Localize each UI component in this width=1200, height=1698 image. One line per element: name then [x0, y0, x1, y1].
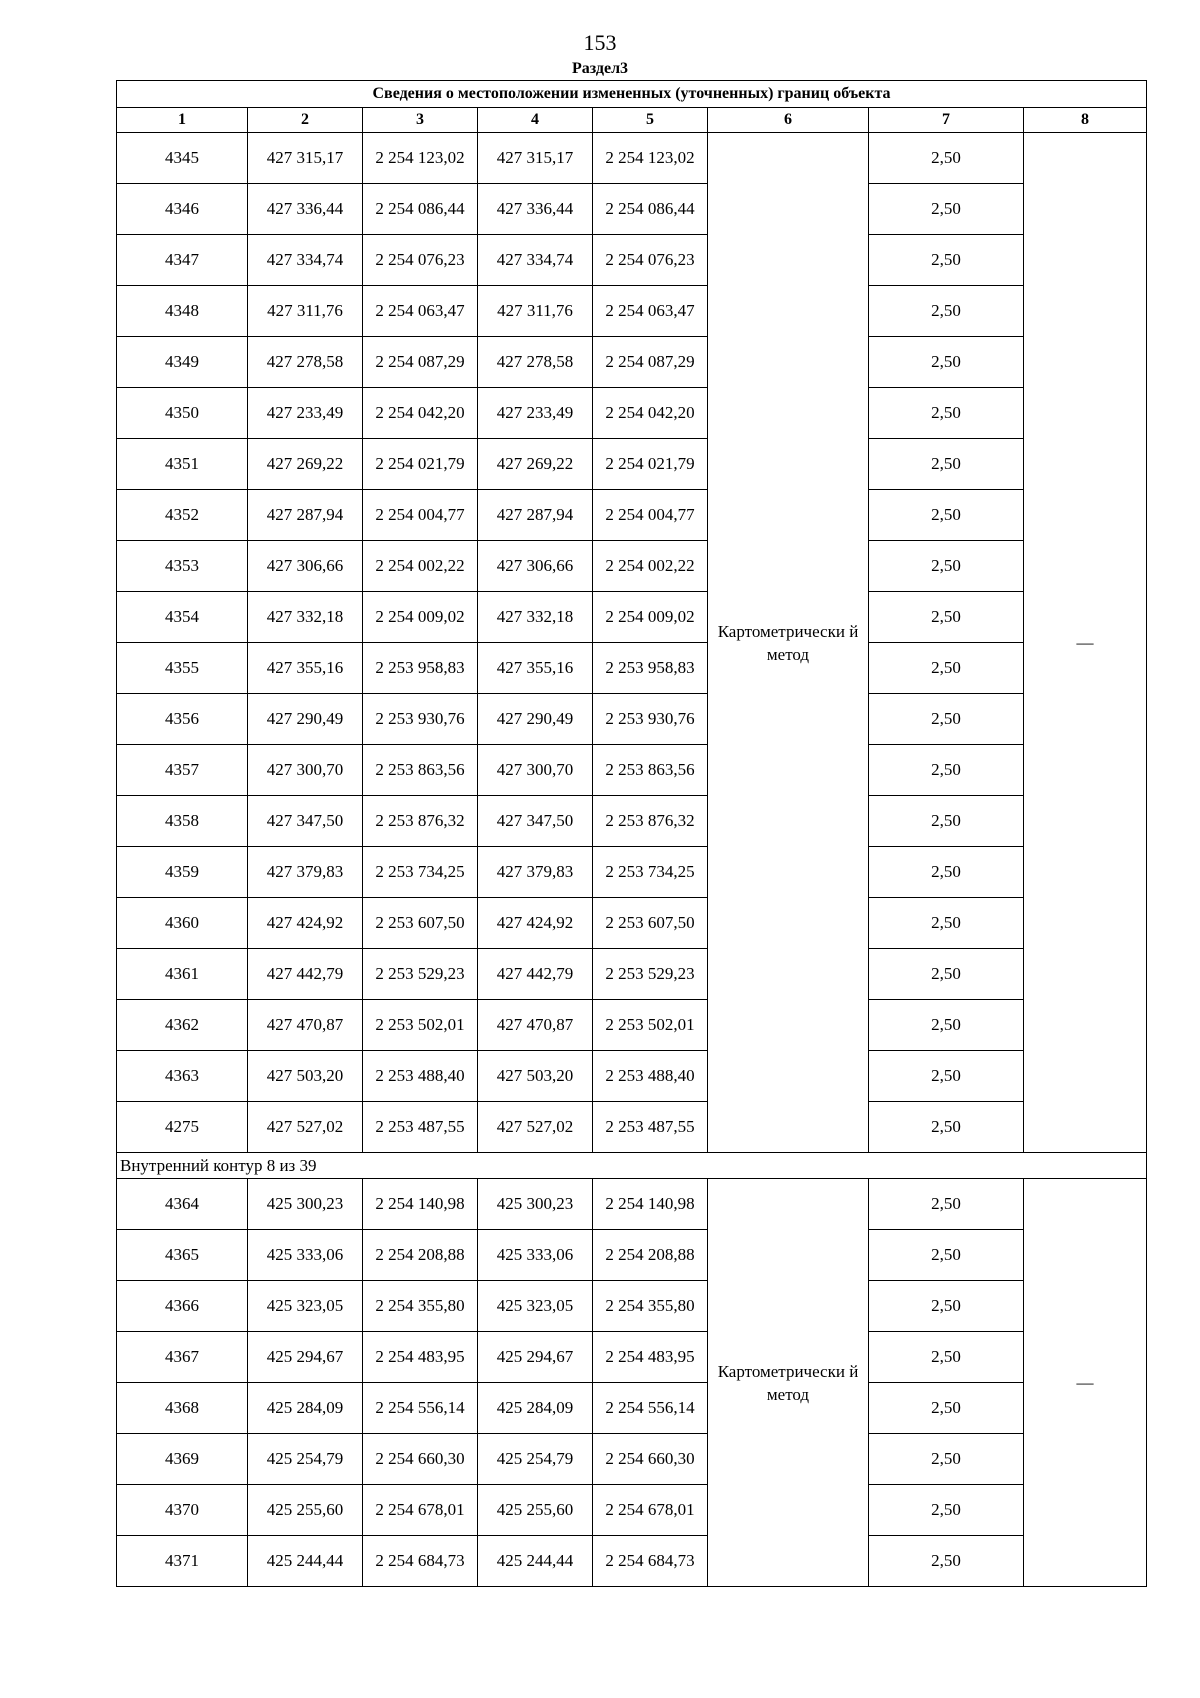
x-coordinate-new: 427 334,74 — [478, 235, 593, 286]
table-row — [117, 949, 1147, 1000]
x-coordinate-new: 427 347,50 — [478, 796, 593, 847]
table-row — [117, 1051, 1147, 1102]
table-body — [117, 81, 1147, 1587]
table-row — [117, 1485, 1147, 1536]
y-coordinate-new: 2 254 556,14 — [593, 1383, 708, 1434]
point-number: 4359 — [117, 847, 248, 898]
x-coordinate: 427 290,49 — [248, 694, 363, 745]
x-coordinate-new: 427 233,49 — [478, 388, 593, 439]
x-coordinate-new: 425 284,09 — [478, 1383, 593, 1434]
x-coordinate: 427 306,66 — [248, 541, 363, 592]
x-coordinate: 427 311,76 — [248, 286, 363, 337]
point-number: 4365 — [117, 1230, 248, 1281]
y-coordinate-new: 2 254 087,29 — [593, 337, 708, 388]
x-coordinate: 427 269,22 — [248, 439, 363, 490]
accuracy-value: 2,50 — [869, 1485, 1024, 1536]
accuracy-value: 2,50 — [869, 388, 1024, 439]
column-number: 7 — [869, 108, 1024, 133]
point-number: 4356 — [117, 694, 248, 745]
y-coordinate: 2 254 076,23 — [363, 235, 478, 286]
coordinates-table — [116, 80, 1147, 1587]
page-number: 153 — [583, 30, 617, 55]
x-coordinate: 425 294,67 — [248, 1332, 363, 1383]
point-number: 4353 — [117, 541, 248, 592]
point-number: 4368 — [117, 1383, 248, 1434]
table-row — [117, 1434, 1147, 1485]
x-coordinate: 427 287,94 — [248, 490, 363, 541]
point-number: 4358 — [117, 796, 248, 847]
y-coordinate: 2 253 734,25 — [363, 847, 478, 898]
point-number: 4367 — [117, 1332, 248, 1383]
accuracy-value: 2,50 — [869, 184, 1024, 235]
column-number-row — [117, 108, 1147, 133]
contour-label-row — [117, 1153, 1147, 1179]
y-coordinate-new: 2 253 607,50 — [593, 898, 708, 949]
y-coordinate-new: 2 253 529,23 — [593, 949, 708, 1000]
y-coordinate-new: 2 254 004,77 — [593, 490, 708, 541]
accuracy-value: 2,50 — [869, 847, 1024, 898]
accuracy-value: 2,50 — [869, 745, 1024, 796]
point-number: 4355 — [117, 643, 248, 694]
accuracy-value: 2,50 — [869, 592, 1024, 643]
point-number: 4362 — [117, 1000, 248, 1051]
x-coordinate-new: 427 269,22 — [478, 439, 593, 490]
y-coordinate: 2 254 086,44 — [363, 184, 478, 235]
y-coordinate: 2 254 042,20 — [363, 388, 478, 439]
point-number: 4351 — [117, 439, 248, 490]
point-number: 4345 — [117, 133, 248, 184]
x-coordinate: 427 332,18 — [248, 592, 363, 643]
x-coordinate: 425 254,79 — [248, 1434, 363, 1485]
y-coordinate: 2 254 063,47 — [363, 286, 478, 337]
x-coordinate-new: 427 527,02 — [478, 1102, 593, 1153]
x-coordinate-new: 427 290,49 — [478, 694, 593, 745]
point-number: 4370 — [117, 1485, 248, 1536]
point-number: 4366 — [117, 1281, 248, 1332]
y-coordinate: 2 253 529,23 — [363, 949, 478, 1000]
column-number: 8 — [1024, 108, 1147, 133]
column-number: 6 — [708, 108, 869, 133]
y-coordinate-new: 2 253 863,56 — [593, 745, 708, 796]
x-coordinate-new: 427 355,16 — [478, 643, 593, 694]
accuracy-value: 2,50 — [869, 1281, 1024, 1332]
y-coordinate-new: 2 254 355,80 — [593, 1281, 708, 1332]
table-row — [117, 694, 1147, 745]
x-coordinate: 425 255,60 — [248, 1485, 363, 1536]
x-coordinate-new: 425 333,06 — [478, 1230, 593, 1281]
accuracy-value: 2,50 — [869, 541, 1024, 592]
y-coordinate: 2 253 488,40 — [363, 1051, 478, 1102]
y-coordinate: 2 254 140,98 — [363, 1179, 478, 1230]
x-coordinate: 427 503,20 — [248, 1051, 363, 1102]
accuracy-value: 2,50 — [869, 1051, 1024, 1102]
accuracy-value: 2,50 — [869, 796, 1024, 847]
point-number: 4363 — [117, 1051, 248, 1102]
table-row — [117, 1383, 1147, 1434]
x-coordinate-new: 427 300,70 — [478, 745, 593, 796]
table-row — [117, 745, 1147, 796]
table-row — [117, 490, 1147, 541]
x-coordinate-new: 427 336,44 — [478, 184, 593, 235]
x-coordinate-new: 425 254,79 — [478, 1434, 593, 1485]
x-coordinate-new: 425 255,60 — [478, 1485, 593, 1536]
column-number: 2 — [248, 108, 363, 133]
accuracy-value: 2,50 — [869, 1434, 1024, 1485]
table-row — [117, 592, 1147, 643]
y-coordinate-new: 2 254 009,02 — [593, 592, 708, 643]
column-number: 3 — [363, 108, 478, 133]
point-number: 4349 — [117, 337, 248, 388]
table-row — [117, 1536, 1147, 1587]
point-number: 4371 — [117, 1536, 248, 1587]
accuracy-value: 2,50 — [869, 898, 1024, 949]
y-coordinate: 2 254 355,80 — [363, 1281, 478, 1332]
y-coordinate: 2 253 863,56 — [363, 745, 478, 796]
point-number: 4364 — [117, 1179, 248, 1230]
x-coordinate: 427 278,58 — [248, 337, 363, 388]
x-coordinate-new: 427 503,20 — [478, 1051, 593, 1102]
accuracy-value: 2,50 — [869, 1102, 1024, 1153]
y-coordinate: 2 254 208,88 — [363, 1230, 478, 1281]
column-number: 4 — [478, 108, 593, 133]
point-number: 4348 — [117, 286, 248, 337]
x-coordinate: 427 315,17 — [248, 133, 363, 184]
table-row — [117, 847, 1147, 898]
table-row — [117, 541, 1147, 592]
section-title: Раздел3 — [571, 60, 629, 77]
accuracy-value: 2,50 — [869, 490, 1024, 541]
y-coordinate: 2 253 958,83 — [363, 643, 478, 694]
point-number: 4346 — [117, 184, 248, 235]
table-caption: Сведения о местоположении измененных (уточненных) границ объекта — [117, 81, 1147, 108]
y-coordinate: 2 254 660,30 — [363, 1434, 478, 1485]
y-coordinate: 2 254 483,95 — [363, 1332, 478, 1383]
y-coordinate-new: 2 254 021,79 — [593, 439, 708, 490]
x-coordinate-new: 425 244,44 — [478, 1536, 593, 1587]
column-number: 5 — [593, 108, 708, 133]
table-row — [117, 337, 1147, 388]
accuracy-value: 2,50 — [869, 1000, 1024, 1051]
y-coordinate: 2 254 004,77 — [363, 490, 478, 541]
y-coordinate: 2 253 607,50 — [363, 898, 478, 949]
y-coordinate-new: 2 253 487,55 — [593, 1102, 708, 1153]
y-coordinate: 2 254 684,73 — [363, 1536, 478, 1587]
y-coordinate-new: 2 254 140,98 — [593, 1179, 708, 1230]
method-cell: Картометрически й метод — [708, 133, 869, 1153]
y-coordinate-new: 2 253 930,76 — [593, 694, 708, 745]
table-row — [117, 184, 1147, 235]
y-coordinate-new: 2 254 208,88 — [593, 1230, 708, 1281]
x-coordinate: 425 244,44 — [248, 1536, 363, 1587]
x-coordinate: 427 347,50 — [248, 796, 363, 847]
y-coordinate: 2 254 021,79 — [363, 439, 478, 490]
table-row — [117, 1102, 1147, 1153]
y-coordinate: 2 254 678,01 — [363, 1485, 478, 1536]
x-coordinate: 425 300,23 — [248, 1179, 363, 1230]
x-coordinate: 427 355,16 — [248, 643, 363, 694]
y-coordinate-new: 2 253 958,83 — [593, 643, 708, 694]
column-number: 1 — [117, 108, 248, 133]
y-coordinate-new: 2 253 876,32 — [593, 796, 708, 847]
table-row — [117, 286, 1147, 337]
x-coordinate: 427 379,83 — [248, 847, 363, 898]
y-coordinate-new: 2 254 123,02 — [593, 133, 708, 184]
x-coordinate-new: 427 311,76 — [478, 286, 593, 337]
x-coordinate: 425 333,06 — [248, 1230, 363, 1281]
x-coordinate: 427 470,87 — [248, 1000, 363, 1051]
x-coordinate-new: 427 379,83 — [478, 847, 593, 898]
y-coordinate-new: 2 254 063,47 — [593, 286, 708, 337]
point-number: 4369 — [117, 1434, 248, 1485]
y-coordinate: 2 253 502,01 — [363, 1000, 478, 1051]
contour-label: Внутренний контур 8 из 39 — [117, 1153, 1147, 1179]
x-coordinate: 427 334,74 — [248, 235, 363, 286]
accuracy-value: 2,50 — [869, 439, 1024, 490]
x-coordinate-new: 425 300,23 — [478, 1179, 593, 1230]
y-coordinate: 2 254 556,14 — [363, 1383, 478, 1434]
x-coordinate: 425 284,09 — [248, 1383, 363, 1434]
table-row — [117, 1000, 1147, 1051]
accuracy-value: 2,50 — [869, 337, 1024, 388]
y-coordinate-new: 2 254 042,20 — [593, 388, 708, 439]
table-row — [117, 1179, 1147, 1230]
x-coordinate-new: 427 287,94 — [478, 490, 593, 541]
table-row — [117, 1281, 1147, 1332]
y-coordinate-new: 2 254 076,23 — [593, 235, 708, 286]
table-caption-row — [117, 81, 1147, 108]
point-number: 4352 — [117, 490, 248, 541]
y-coordinate: 2 254 087,29 — [363, 337, 478, 388]
x-coordinate: 427 442,79 — [248, 949, 363, 1000]
accuracy-value: 2,50 — [869, 1536, 1024, 1587]
accuracy-value: 2,50 — [869, 1383, 1024, 1434]
accuracy-value: 2,50 — [869, 643, 1024, 694]
column-8-cell: — — [1024, 133, 1147, 1153]
method-cell: Картометрически й метод — [708, 1179, 869, 1587]
x-coordinate-new: 427 278,58 — [478, 337, 593, 388]
table-row — [117, 235, 1147, 286]
accuracy-value: 2,50 — [869, 1179, 1024, 1230]
y-coordinate: 2 253 876,32 — [363, 796, 478, 847]
accuracy-value: 2,50 — [869, 235, 1024, 286]
table-row — [117, 898, 1147, 949]
y-coordinate: 2 254 009,02 — [363, 592, 478, 643]
accuracy-value: 2,50 — [869, 1230, 1024, 1281]
y-coordinate-new: 2 254 684,73 — [593, 1536, 708, 1587]
x-coordinate-new: 425 323,05 — [478, 1281, 593, 1332]
accuracy-value: 2,50 — [869, 286, 1024, 337]
point-number: 4347 — [117, 235, 248, 286]
x-coordinate-new: 427 306,66 — [478, 541, 593, 592]
x-coordinate: 427 527,02 — [248, 1102, 363, 1153]
accuracy-value: 2,50 — [869, 1332, 1024, 1383]
x-coordinate: 427 336,44 — [248, 184, 363, 235]
x-coordinate: 425 323,05 — [248, 1281, 363, 1332]
y-coordinate-new: 2 254 483,95 — [593, 1332, 708, 1383]
x-coordinate-new: 427 332,18 — [478, 592, 593, 643]
x-coordinate: 427 233,49 — [248, 388, 363, 439]
y-coordinate: 2 254 123,02 — [363, 133, 478, 184]
table-row — [117, 133, 1147, 184]
point-number: 4361 — [117, 949, 248, 1000]
y-coordinate-new: 2 254 002,22 — [593, 541, 708, 592]
x-coordinate-new: 427 424,92 — [478, 898, 593, 949]
x-coordinate-new: 427 442,79 — [478, 949, 593, 1000]
y-coordinate: 2 253 930,76 — [363, 694, 478, 745]
y-coordinate-new: 2 253 488,40 — [593, 1051, 708, 1102]
accuracy-value: 2,50 — [869, 949, 1024, 1000]
accuracy-value: 2,50 — [869, 694, 1024, 745]
table-row — [117, 643, 1147, 694]
point-number: 4354 — [117, 592, 248, 643]
x-coordinate-new: 427 315,17 — [478, 133, 593, 184]
y-coordinate: 2 254 002,22 — [363, 541, 478, 592]
column-8-cell: — — [1024, 1179, 1147, 1587]
y-coordinate-new: 2 254 660,30 — [593, 1434, 708, 1485]
y-coordinate-new: 2 253 734,25 — [593, 847, 708, 898]
point-number: 4350 — [117, 388, 248, 439]
x-coordinate-new: 425 294,67 — [478, 1332, 593, 1383]
point-number: 4357 — [117, 745, 248, 796]
table-row — [117, 1230, 1147, 1281]
y-coordinate-new: 2 253 502,01 — [593, 1000, 708, 1051]
y-coordinate-new: 2 254 086,44 — [593, 184, 708, 235]
accuracy-value: 2,50 — [869, 133, 1024, 184]
y-coordinate-new: 2 254 678,01 — [593, 1485, 708, 1536]
table-row — [117, 388, 1147, 439]
x-coordinate: 427 424,92 — [248, 898, 363, 949]
point-number: 4275 — [117, 1102, 248, 1153]
x-coordinate-new: 427 470,87 — [478, 1000, 593, 1051]
table-row — [117, 439, 1147, 490]
table-row — [117, 1332, 1147, 1383]
y-coordinate: 2 253 487,55 — [363, 1102, 478, 1153]
table-row — [117, 796, 1147, 847]
point-number: 4360 — [117, 898, 248, 949]
x-coordinate: 427 300,70 — [248, 745, 363, 796]
